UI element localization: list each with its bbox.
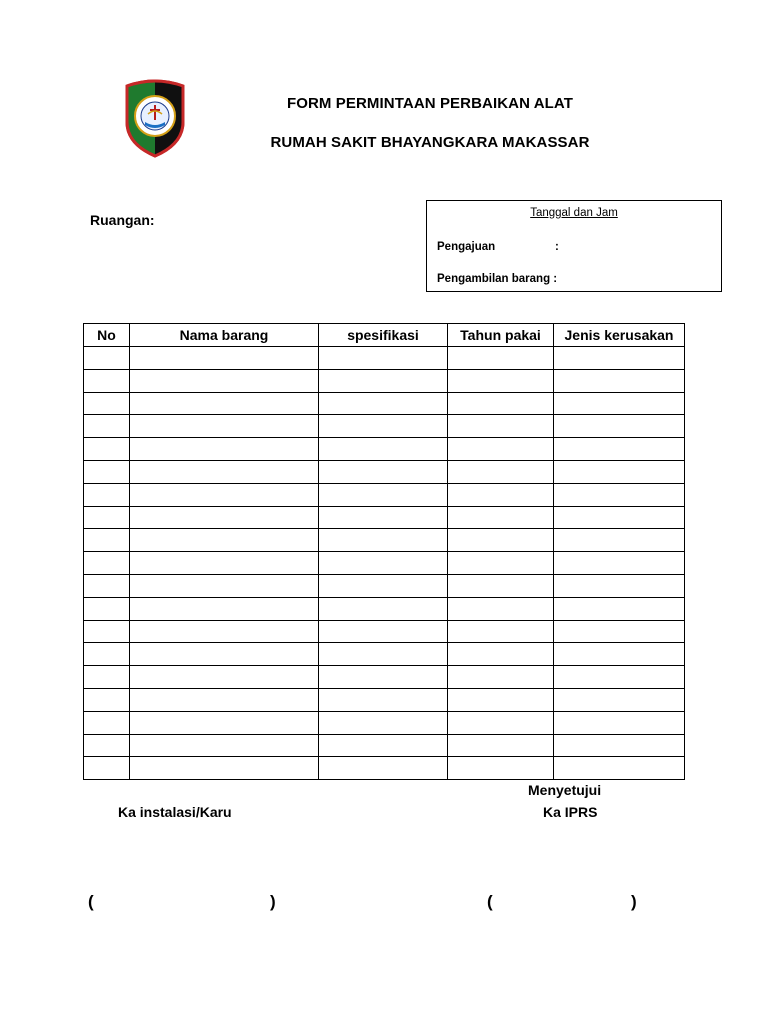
cell-specification[interactable] [319,757,448,780]
cell-item-name[interactable] [130,415,319,438]
submission-colon: : [555,241,559,253]
hospital-logo [123,78,187,158]
left-signature-open-paren: ( [88,892,94,911]
cell-item-name[interactable] [130,347,319,370]
cell-year-used[interactable] [448,347,554,370]
right-signer-title: Ka IPRS [543,804,598,820]
cell-item-name[interactable] [130,529,319,552]
items-table [83,323,685,780]
cell-item-name[interactable] [130,552,319,575]
right-signature-close-paren: ) [631,892,637,911]
cell-no[interactable] [84,688,130,711]
header-specification: spesifikasi [319,324,448,347]
cell-year-used[interactable] [448,415,554,438]
cell-year-used[interactable] [448,666,554,689]
cell-damage-type[interactable] [554,438,685,461]
cell-no[interactable] [84,460,130,483]
cell-damage-type[interactable] [554,574,685,597]
table-row [84,734,685,757]
table-row [84,666,685,689]
cell-year-used[interactable] [448,369,554,392]
cell-year-used[interactable] [448,506,554,529]
cell-specification[interactable] [319,620,448,643]
cell-damage-type[interactable] [554,734,685,757]
cell-no[interactable] [84,438,130,461]
cell-no[interactable] [84,392,130,415]
cell-specification[interactable] [319,347,448,370]
cell-no[interactable] [84,597,130,620]
cell-damage-type[interactable] [554,506,685,529]
cell-damage-type[interactable] [554,415,685,438]
cell-year-used[interactable] [448,574,554,597]
approve-label: Menyetujui [528,782,602,798]
table-row [84,415,685,438]
cell-damage-type[interactable] [554,757,685,780]
cell-year-used[interactable] [448,734,554,757]
table-row [84,688,685,711]
cell-damage-type[interactable] [554,483,685,506]
date-time-box [426,200,722,292]
header-damage-type: Jenis kerusakan [554,324,685,347]
cell-year-used[interactable] [448,483,554,506]
cell-no[interactable] [84,415,130,438]
table-row [84,369,685,392]
cell-no[interactable] [84,666,130,689]
table-row [84,506,685,529]
cell-no[interactable] [84,757,130,780]
cell-damage-type[interactable] [554,597,685,620]
cell-specification[interactable] [319,711,448,734]
left-signer-title: Ka instalasi/Karu [118,804,232,820]
cell-damage-type[interactable] [554,643,685,666]
cell-damage-type[interactable] [554,529,685,552]
table-row [84,552,685,575]
pickup-label: Pengambilan barang : [437,273,558,285]
cell-damage-type[interactable] [554,347,685,370]
cell-year-used[interactable] [448,643,554,666]
cell-item-name[interactable] [130,460,319,483]
table-row [84,643,685,666]
table-row [84,574,685,597]
cell-no[interactable] [84,506,130,529]
cell-item-name[interactable] [130,711,319,734]
cell-item-name[interactable] [130,574,319,597]
table-row [84,347,685,370]
cell-damage-type[interactable] [554,711,685,734]
cell-specification[interactable] [319,574,448,597]
cell-item-name[interactable] [130,506,319,529]
cell-specification[interactable] [319,506,448,529]
cell-specification[interactable] [319,529,448,552]
cell-no[interactable] [84,574,130,597]
left-signature-close-paren: ) [270,892,276,911]
cell-year-used[interactable] [448,711,554,734]
cell-damage-type[interactable] [554,392,685,415]
cell-damage-type[interactable] [554,552,685,575]
table-header-row [84,324,685,347]
cell-item-name[interactable] [130,620,319,643]
room-label: Ruangan: [90,212,155,228]
table-row [84,711,685,734]
table-row [84,757,685,780]
table-row [84,620,685,643]
header-year-used: Tahun pakai [448,324,554,347]
cell-no[interactable] [84,552,130,575]
cell-damage-type[interactable] [554,460,685,483]
cell-specification[interactable] [319,666,448,689]
cell-year-used[interactable] [448,392,554,415]
table-row [84,392,685,415]
cell-specification[interactable] [319,392,448,415]
cell-no[interactable] [84,734,130,757]
cell-damage-type[interactable] [554,369,685,392]
table-row [84,597,685,620]
cell-item-name[interactable] [130,369,319,392]
cell-no[interactable] [84,483,130,506]
right-signature-open-paren: ( [487,892,493,911]
cell-item-name[interactable] [130,597,319,620]
cell-no[interactable] [84,643,130,666]
cell-year-used[interactable] [448,552,554,575]
header-item-name: Nama barang [130,324,319,347]
table-row [84,460,685,483]
table-row [84,438,685,461]
cell-specification[interactable] [319,597,448,620]
cell-damage-type[interactable] [554,688,685,711]
cell-item-name[interactable] [130,438,319,461]
cell-year-used[interactable] [448,688,554,711]
cell-no[interactable] [84,620,130,643]
cell-no[interactable] [84,711,130,734]
cell-item-name[interactable] [130,483,319,506]
cell-specification[interactable] [319,734,448,757]
cell-specification[interactable] [319,643,448,666]
cell-no[interactable] [84,347,130,370]
cell-specification[interactable] [319,438,448,461]
table-row [84,483,685,506]
cell-year-used[interactable] [448,757,554,780]
cell-item-name[interactable] [130,757,319,780]
cell-specification[interactable] [319,552,448,575]
cell-specification[interactable] [319,460,448,483]
date-time-title: Tanggal dan Jam [530,207,618,219]
cell-year-used[interactable] [448,529,554,552]
cell-no[interactable] [84,369,130,392]
cell-item-name[interactable] [130,666,319,689]
cell-item-name[interactable] [130,734,319,757]
table-row [84,529,685,552]
cell-specification[interactable] [319,483,448,506]
cell-year-used[interactable] [448,460,554,483]
form-title: FORM PERMINTAAN PERBAIKAN ALAT [286,95,574,112]
cell-specification[interactable] [319,415,448,438]
cell-year-used[interactable] [448,597,554,620]
cell-year-used[interactable] [448,438,554,461]
cell-year-used[interactable] [448,620,554,643]
cell-specification[interactable] [319,369,448,392]
cell-damage-type[interactable] [554,620,685,643]
cell-damage-type[interactable] [554,666,685,689]
header-no: No [84,324,130,347]
cell-specification[interactable] [319,688,448,711]
cell-no[interactable] [84,529,130,552]
hospital-name: RUMAH SAKIT BHAYANGKARA MAKASSAR [270,134,590,151]
cell-item-name[interactable] [130,392,319,415]
submission-label: Pengajuan [437,241,496,253]
cell-item-name[interactable] [130,688,319,711]
cell-item-name[interactable] [130,643,319,666]
